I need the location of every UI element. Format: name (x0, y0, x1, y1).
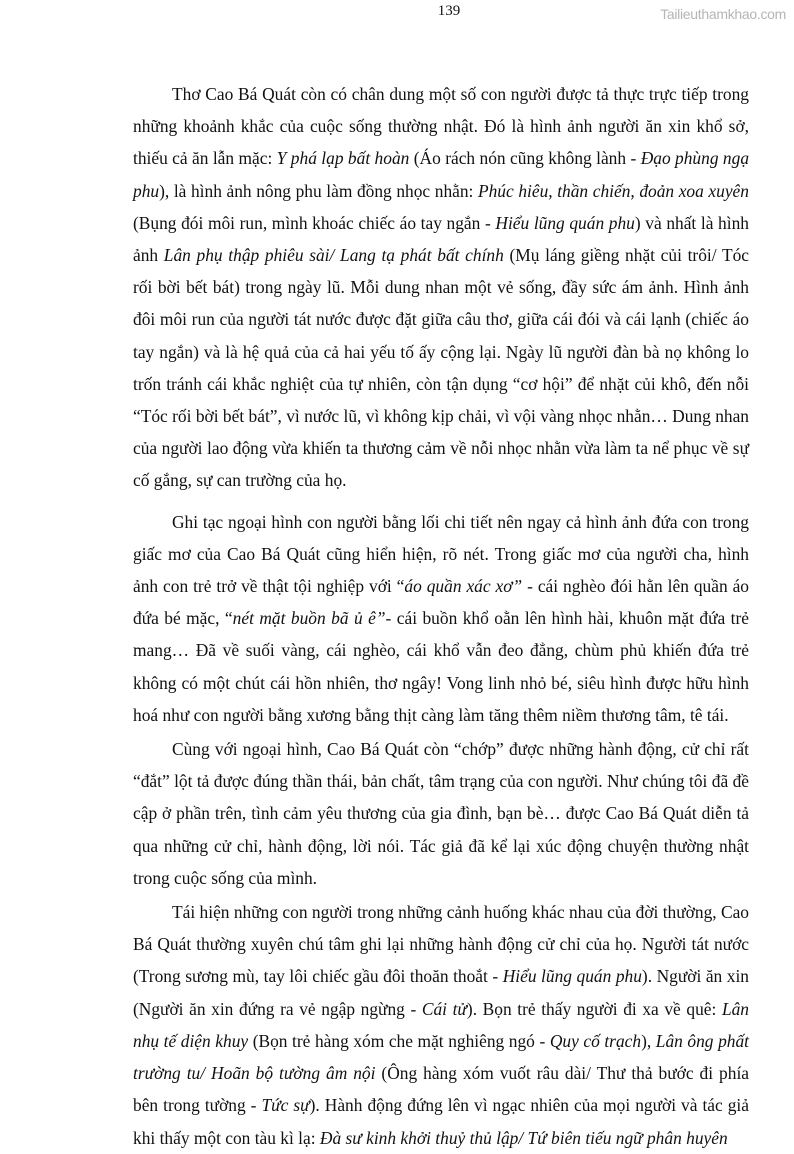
text-run: Ghi tạc ngoại hình con người bằng lối chi tiết nên ngay cả hình ảnh đứa con trong giấc mơ của Cao Bá Quát cũng hiển hiện, rõ nét. Trong giấc mơ của người cha, hình ảnh con trẻ trở về thật tội nghiệp với “ (133, 511, 749, 597)
text-run: ). Người ăn xin (Người ăn xin đứng ra vẻ ngập ngừng - (133, 966, 749, 1019)
italic-quote: Tức sự (261, 1095, 310, 1116)
document-body (133, 78, 749, 1154)
text-run: ), (641, 1030, 656, 1051)
text-run: Thơ Cao Bá Quát còn có chân dung một số con người được tả thực trực tiếp trong những khoảnh khắc của cuộc sống thường nhật. Đó là hình ảnh người ăn xin khổ sở, thiếu cả ăn lẫn mặc: (133, 84, 749, 169)
text-run: (Bụng đói môi run, mình khoác chiếc áo tay ngắn - (133, 212, 496, 233)
italic-quote: Hiểu lũng quán phu (495, 212, 635, 233)
watermark: Tailieuthamkhao.com (660, 6, 786, 22)
text-run: - cái nghèo đói hằn lên quần áo đứa bé mặc, “ (133, 576, 750, 629)
text-run: Cùng với ngoại hình, Cao Bá Quát còn “chớp” được những hành động, cử chỉ rất “đắt” lột tả được đúng thần thái, bản chất, tâm trạng của con người. Như chúng tôi đã đề cập ở phần trên, tình cảm yêu thương của gia đình, bạn bè… được Cao Bá Quát diễn tả qua những cử chỉ, hành động, lời nói. Tác giả đã kể lại xúc động chuyện thường nhật trong cuộc sống của mình. (133, 739, 749, 888)
text-run: ), là hình ảnh nông phu làm đồng nhọc nhằn: (159, 180, 478, 201)
text-run: (Ông hàng xóm vuốt râu dài/ Thư thả bước đi phía bên trong tường - (133, 1063, 749, 1116)
italic-quote: Lân phụ thập phiêu sài/ Lang tạ phát bất chính (163, 245, 504, 266)
paragraph (133, 506, 749, 731)
page-number: 139 (437, 3, 461, 19)
italic-quote: Y phá lạp bất hoàn (276, 148, 410, 169)
text-run: ) và nhất là hình ảnh (133, 212, 749, 266)
italic-quote: Đà sư kinh khởi thuỷ thủ lập/ Tứ biên tiếu ngữ phân huyên (319, 1127, 728, 1148)
text-run: (Áo rách nón cũng không lành - (409, 148, 641, 169)
italic-quote: Đạo phùng ngạ phu (133, 148, 750, 201)
italic-quote: Phúc hiêu, thần chiến, đoản xoa xuyên (477, 180, 749, 201)
text-run: Tái hiện những con người trong những cảnh huống khác nhau của đời thường, Cao Bá Quát thường xuyên chú tâm ghi lại những hành động cử chỉ của họ. Người tát nước (Trong sương mù, tay lôi chiếc gầu đôi thoăn thoắt - (133, 902, 749, 987)
paragraph (133, 78, 749, 497)
italic-quote: Hiểu lũng quán phu (502, 966, 642, 987)
italic-quote: áo quần xác xơ” (404, 576, 523, 597)
text-run: ). Hành động đứng lên vì ngạc nhiên của mọi người và tác giả khi thấy một con tàu kì lạ: (133, 1095, 749, 1148)
italic-quote: nét mặt buồn bã ủ ê” (232, 608, 386, 629)
italic-quote: Lân ông phất trường tu/ Hoãn bộ tường âm nội (133, 1030, 749, 1084)
paragraph (133, 896, 749, 1154)
italic-quote: Cái tử (421, 998, 467, 1019)
text-run: - cái buồn khổ oằn lên hình hài, khuôn mặt đứa trẻ mang… Đã về suối vàng, cái nghèo, cái khổ vẫn đeo đẳng, chùm phủ khiến đứa trẻ không có một chút cái hồn nhiên, thơ ngây! Vong linh nhỏ bé, siêu hình được hữu hình hoá như con người bằng xương bằng thịt càng làm tăng thêm niềm thương tâm, tê tái. (133, 608, 750, 725)
text-run: (Mụ láng giềng nhặt củi trôi/ Tóc rối bời bết bát) trong ngày lũ. Mỗi dung nhan một vẻ sống, đầy sức ám ảnh. Hình ảnh đôi môi run của người tát nước được đặt giữa câu thơ, giữa cái đói và cái lạnh (chiếc áo tay ngắn) và là hệ quả của cả hai yếu tố ấy cộng lại. Ngày lũ người đàn bà nọ không lo trốn tránh cái khắc nghiệt của tự nhiên, còn tận dụng “cơ hội” để nhặt củi khô, đến nỗi “Tóc rối bời bết bát”, vì nước lũ, vì không kịp chải, vì vội vàng nhọc nhằn… Dung nhan của người lao động vừa khiến ta thương cảm về nỗi nhọc nhằn vừa làm ta nể phục về sự cố gắng, sự can trường của họ. (133, 245, 749, 491)
paragraph (133, 733, 749, 894)
italic-quote: Lân nhụ tế diện khuy (133, 998, 749, 1051)
italic-quote: Quy cố trạch (549, 1030, 642, 1051)
text-run: ). Bọn trẻ thấy người đi xa về quê: (466, 998, 722, 1019)
text-run: (Bọn trẻ hàng xóm che mặt nghiêng ngó - (248, 1030, 550, 1051)
